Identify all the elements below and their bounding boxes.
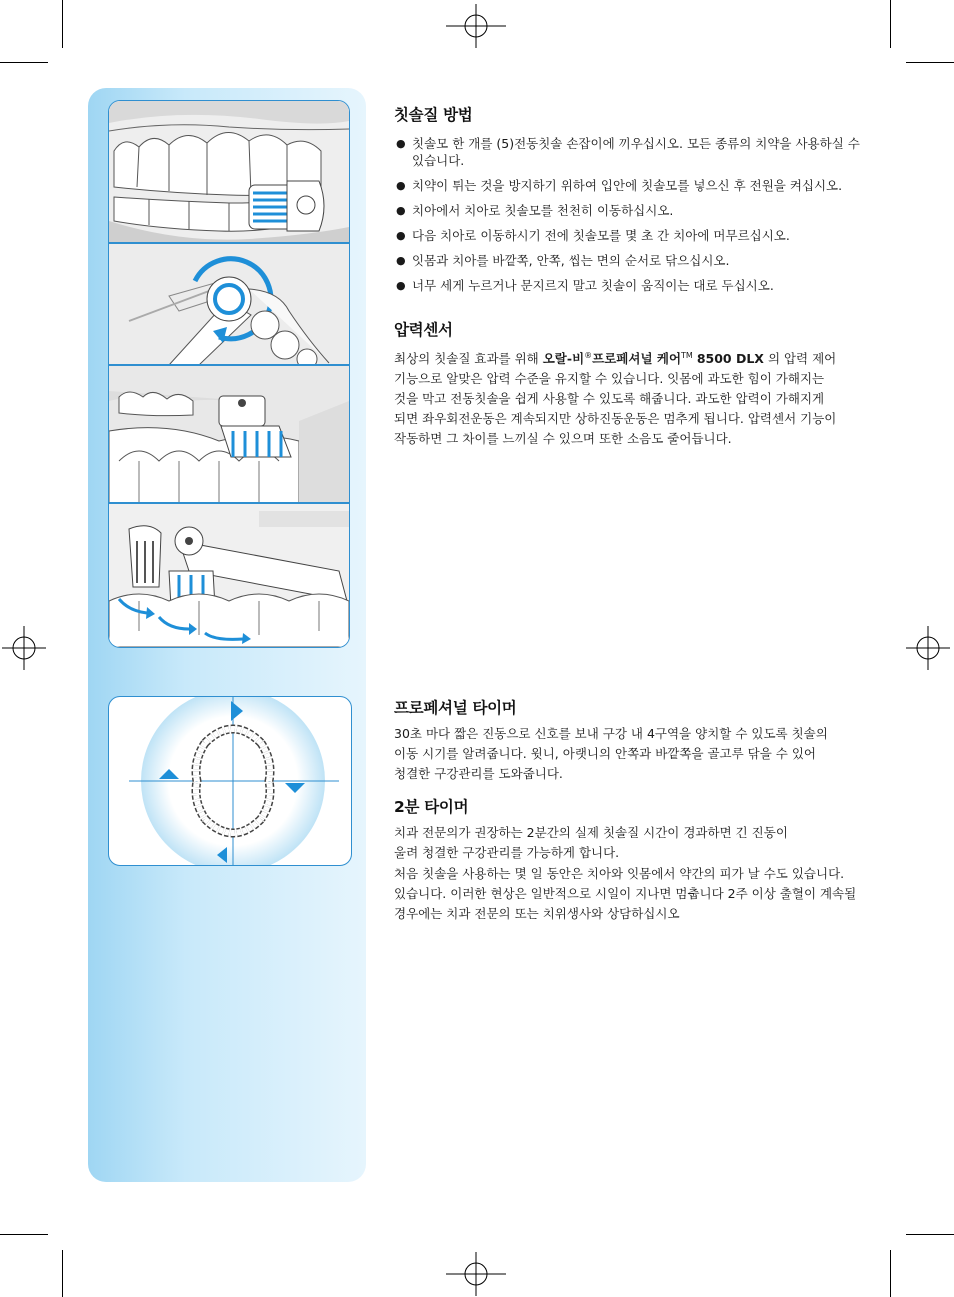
crop-mark xyxy=(906,1234,954,1235)
timer-section xyxy=(394,696,874,784)
rotating-brush-illustration xyxy=(109,244,349,369)
brushing-illustration-panel xyxy=(108,100,350,648)
lower-teeth-illustration xyxy=(109,366,349,503)
two-minute-paragraph: 치과 전문의가 권장하는 2분간의 실제 칫솔질 시간이 경과하면 긴 진동이 울려 청결한 구강관리를 가능하게 합니다. xyxy=(394,825,788,860)
pressure-section xyxy=(394,318,874,449)
crop-mark xyxy=(0,1234,48,1235)
brush-motion-illustration xyxy=(109,504,349,647)
timer-heading: 프로페셔널 타이머 xyxy=(394,699,517,717)
brushing-steps xyxy=(394,135,874,294)
brushing-section xyxy=(394,103,874,302)
product-name: 프로페셔널 케어 xyxy=(592,351,682,367)
crop-mark xyxy=(62,0,63,48)
bleeding-paragraph: 처음 칫솔을 사용하는 몇 일 동안은 치아와 잇몸에서 약간의 피가 날 수도 있습니다. 있습니다. 이러한 현상은 일반적으로 시일이 지나면 멈춥니다 2주 이상 출혈이 계속될 경우에는 치과 전문의 또는 치위생사와 상담하십시오 xyxy=(394,866,857,921)
registration-mark-left xyxy=(2,626,46,670)
crop-mark xyxy=(890,1250,891,1297)
brushing-heading: 칫솔질 방법 xyxy=(394,106,473,124)
brand-name: 오랄-비 xyxy=(542,351,585,367)
crop-mark xyxy=(890,0,891,48)
list-item: ● 칫솔모 한 개를 (5)전동칫솔 손잡이에 끼우십시오. 모든 종류의 치약을 사용하실 수 있습니다. xyxy=(396,136,860,168)
pressure-paragraph: 최상의 칫솔질 효과를 위해 오랄-비®프로페셔널 케어™ 8500 DLX 의 압력 제어 기능으로 알맞은 압력 수준을 유지할 수 있습니다. 잇몸에 과도한 힘이 가해지는 것을 막고 전동칫솔을 쉽게 사용할 수 있도록 해줍니다. 과도한 압력이 가해지게 되면 좌우회전운동은 계속되지만 상하진동운동은 멈추게 됩니다. 압력센서 기능이 작동하면 그 차이를 느끼실 수 있으며 또한 소음도 줄어듭니다. xyxy=(394,351,837,447)
registration-mark-right xyxy=(906,626,950,670)
crop-mark xyxy=(62,1250,63,1297)
two-minute-section xyxy=(394,795,874,863)
list-item: ● 다음 치아로 이동하시기 전에 칫솔모를 몇 초 간 치아에 머무르십시오. xyxy=(396,228,790,243)
quadrant-timer-panel xyxy=(108,696,352,866)
bleeding-note xyxy=(394,864,874,924)
registration-mark-top xyxy=(446,4,506,48)
crop-mark xyxy=(906,62,954,63)
pressure-heading: 압력센서 xyxy=(394,321,453,339)
two-minute-heading: 2분 타이머 xyxy=(394,798,469,816)
model-name: 8500 DLX xyxy=(696,351,764,367)
list-item: ● 치약이 튀는 것을 방지하기 위하여 입안에 칫솔모를 넣으신 후 전원을 켜십시오. xyxy=(396,178,843,193)
timer-paragraph: 30초 마다 짧은 진동으로 신호를 보내 구강 내 4구역을 양치할 수 있도록 칫솔의 이동 시기를 알려줍니다. 윗니, 아랫니의 안쪽과 바깥쪽을 골고루 닦을 수 있어 청결한 구강관리를 도와줍니다. xyxy=(394,726,828,781)
list-item: ● 너무 세게 누르거나 문지르지 말고 칫솔이 움직이는 대로 두십시오. xyxy=(396,278,774,293)
list-item: ● 잇몸과 치아를 바깥쪽, 안쪽, 씹는 면의 순서로 닦으십시오. xyxy=(396,253,730,268)
list-item: ● 치아에서 치아로 칫솔모를 천천히 이동하십시오. xyxy=(396,203,674,218)
crop-mark xyxy=(0,62,48,63)
registration-mark-bottom xyxy=(446,1252,506,1296)
front-teeth-illustration xyxy=(109,101,349,243)
